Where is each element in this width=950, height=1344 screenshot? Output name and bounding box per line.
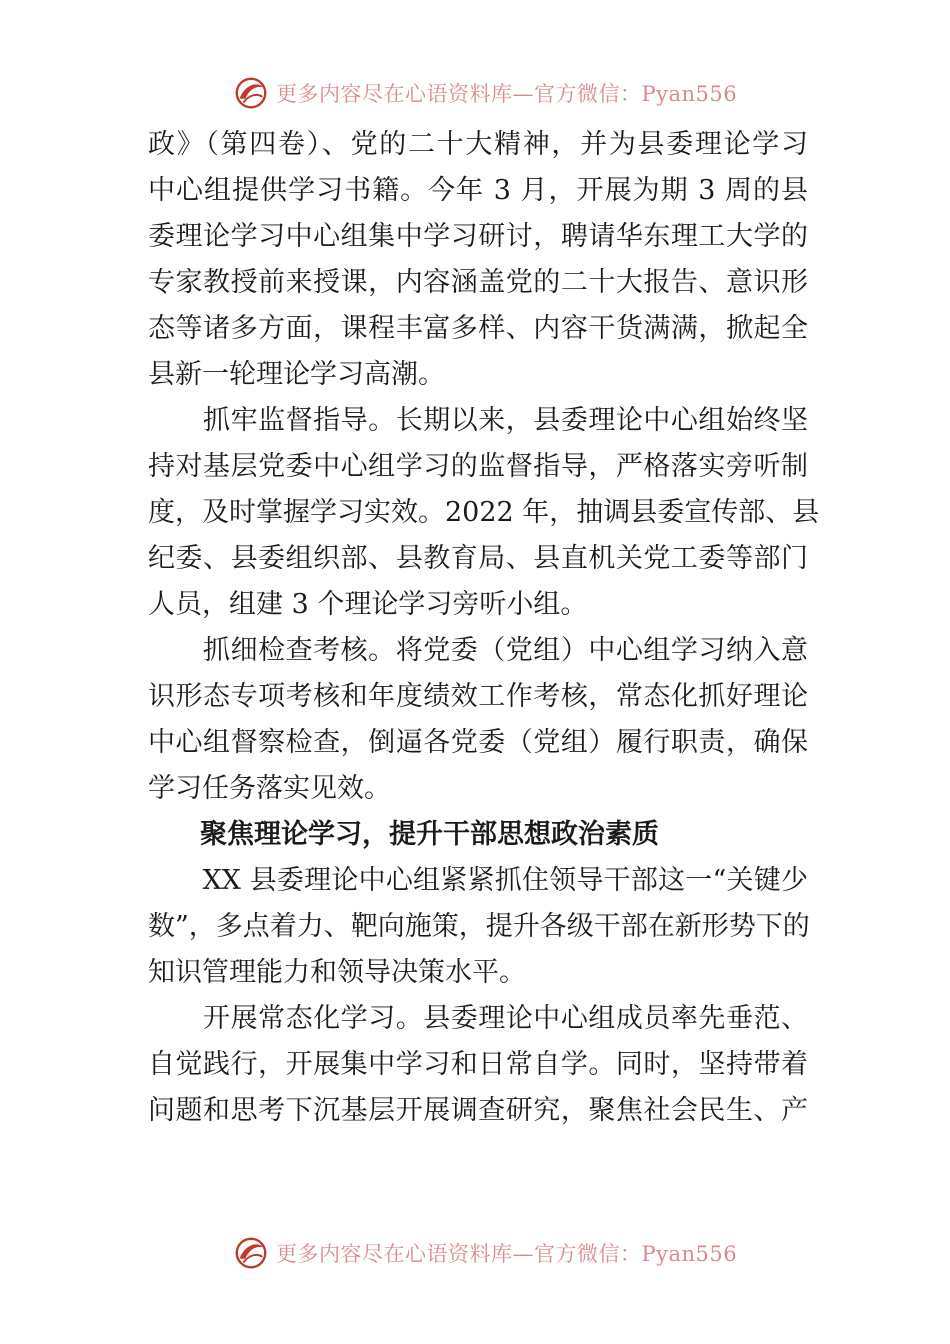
text-line: 自觉践行，开展集中学习和日常自学。同时，坚持带着 xyxy=(148,1049,808,1080)
text-line: 知识管理能力和领导决策水平。 xyxy=(148,957,526,988)
text-line: 抓细检查考核。将党委（党组）中心组学习纳入意 xyxy=(148,635,808,666)
text-line: 问题和思考下沉基层开展调查研究，聚焦社会民生、产 xyxy=(148,1095,808,1126)
text-line: 纪委、县委组织部、县教育局、县直机关党工委等部门 xyxy=(148,543,808,574)
text-line: 专家教授前来授课，内容涵盖党的二十大报告、意识形 xyxy=(148,267,808,298)
text-line: 中心组督察检查，倒逼各党委（党组）履行职责，确保 xyxy=(148,727,808,758)
text-line: 学习任务落实见效。 xyxy=(148,773,391,804)
swirl-logo-icon xyxy=(232,74,270,112)
text-line: 人员，组建 3 个理论学习旁听小组。 xyxy=(148,589,588,620)
watermark-text: 更多内容尽在心语资料库—官方微信：Pyan556 xyxy=(276,1242,738,1266)
text-line: 抓牢监督指导。长期以来，县委理论中心组始终坚 xyxy=(148,405,808,436)
text-line: 度，及时掌握学习实效。2022 年，抽调县委宣传部、县 xyxy=(148,497,820,528)
text-line: 开展常态化学习。县委理论中心组成员率先垂范、 xyxy=(148,1003,808,1034)
watermark-text: 更多内容尽在心语资料库—官方微信：Pyan556 xyxy=(276,82,738,106)
text-line: 持对基层党委中心组学习的监督指导，严格落实旁听制 xyxy=(148,451,808,482)
text-line: 中心组提供学习书籍。今年 3 月，开展为期 3 周的县 xyxy=(148,175,808,206)
document-body xyxy=(148,122,820,1134)
text-line: 态等诸多方面，课程丰富多样、内容干货满满，掀起全 xyxy=(148,313,808,344)
section-heading: 聚焦理论学习，提升干部思想政治素质 xyxy=(200,819,659,850)
text-line: 政》（第四卷）、党的二十大精神，并为县委理论学习 xyxy=(148,129,808,160)
footer-watermark xyxy=(232,1233,737,1273)
text-line: 识形态专项考核和年度绩效工作考核，常态化抓好理论 xyxy=(148,681,808,712)
text-line: XX 县委理论中心组紧紧抓住领导干部这一“关键少 xyxy=(148,865,808,896)
text-line: 县新一轮理论学习高潮。 xyxy=(148,359,445,390)
text-line: 委理论学习中心组集中学习研讨，聘请华东理工大学的 xyxy=(148,221,808,252)
header-watermark xyxy=(232,73,737,113)
swirl-logo-icon xyxy=(232,1234,270,1272)
text-line: 数”，多点着力、靶向施策，提升各级干部在新形势下的 xyxy=(148,911,810,942)
